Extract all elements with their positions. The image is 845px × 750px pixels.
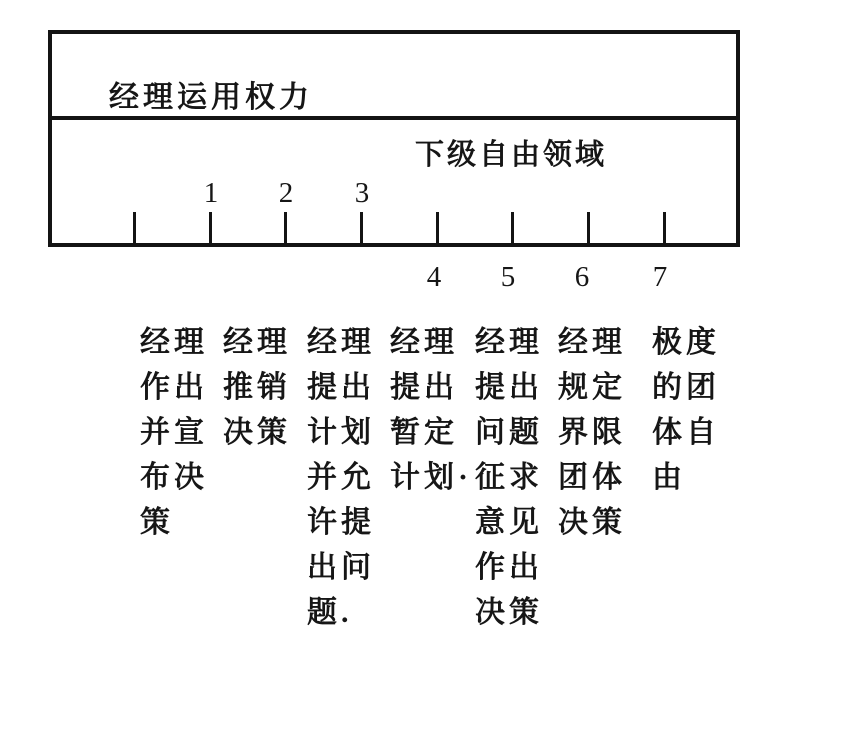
scale-tick — [587, 212, 590, 243]
column-line: 出问 — [307, 551, 375, 584]
column-line: 征求 — [475, 461, 543, 494]
scale-number-5: 5 — [500, 261, 516, 293]
column-line: 极度 — [652, 326, 720, 359]
column-line: 推销 — [223, 371, 291, 404]
column-line: 题. — [307, 596, 353, 629]
description-column-3 — [307, 320, 375, 635]
column-line: 决策 — [558, 506, 626, 539]
description-column-4 — [390, 320, 472, 500]
description-column-5 — [475, 320, 543, 635]
column-line: 计划· — [390, 461, 473, 494]
description-column-1 — [140, 320, 208, 545]
column-line: 经理 — [307, 326, 375, 359]
column-line: 团体 — [558, 461, 626, 494]
scale-tick — [436, 212, 439, 243]
column-line: 由 — [652, 461, 686, 494]
description-column-2 — [223, 320, 291, 455]
column-line: 经理 — [475, 326, 543, 359]
scale-number-2: 2 — [278, 177, 294, 209]
column-line: 规定 — [558, 371, 626, 404]
column-line: 布决 — [140, 461, 208, 494]
scale-number-3: 3 — [354, 177, 370, 209]
column-line: 经理 — [140, 326, 208, 359]
column-line: 决策 — [223, 416, 291, 449]
column-line: 的团 — [652, 371, 720, 404]
scale-number-1: 1 — [203, 177, 219, 209]
scale-tick — [663, 212, 666, 243]
divider-line — [51, 116, 737, 120]
column-line: 作出 — [140, 371, 208, 404]
column-line: 策 — [140, 506, 174, 539]
column-line: 并宣 — [140, 416, 208, 449]
column-line: 体自 — [652, 416, 720, 449]
description-column-6 — [558, 320, 626, 545]
column-line: 计划 — [307, 416, 375, 449]
column-line: 许提 — [307, 506, 375, 539]
column-line: 提出 — [307, 371, 375, 404]
continuum-box — [48, 30, 740, 247]
column-line: 经理 — [390, 326, 458, 359]
column-line: 暂定 — [390, 416, 458, 449]
column-line: 作出 — [475, 551, 543, 584]
column-line: 并允 — [307, 461, 375, 494]
scale-tick — [133, 212, 136, 243]
manager-authority-label: 经理运用权力 — [109, 81, 313, 114]
scale-number-6: 6 — [574, 261, 590, 293]
column-line: 问题 — [475, 416, 543, 449]
column-line: 界限 — [558, 416, 626, 449]
scale-number-4: 4 — [426, 261, 442, 293]
description-column-7 — [652, 320, 720, 500]
subordinate-freedom-label: 下级自由领域 — [415, 139, 608, 171]
scale-tick — [360, 212, 363, 243]
scale-number-7: 7 — [652, 261, 668, 293]
column-line: 决策 — [475, 596, 543, 629]
column-line: 提出 — [475, 371, 543, 404]
column-line: 意见 — [475, 506, 543, 539]
scale-tick — [209, 212, 212, 243]
column-line: 提出 — [390, 371, 458, 404]
column-line: 经理 — [223, 326, 291, 359]
scale-tick — [284, 212, 287, 243]
scale-tick — [511, 212, 514, 243]
column-line: 经理 — [558, 326, 626, 359]
